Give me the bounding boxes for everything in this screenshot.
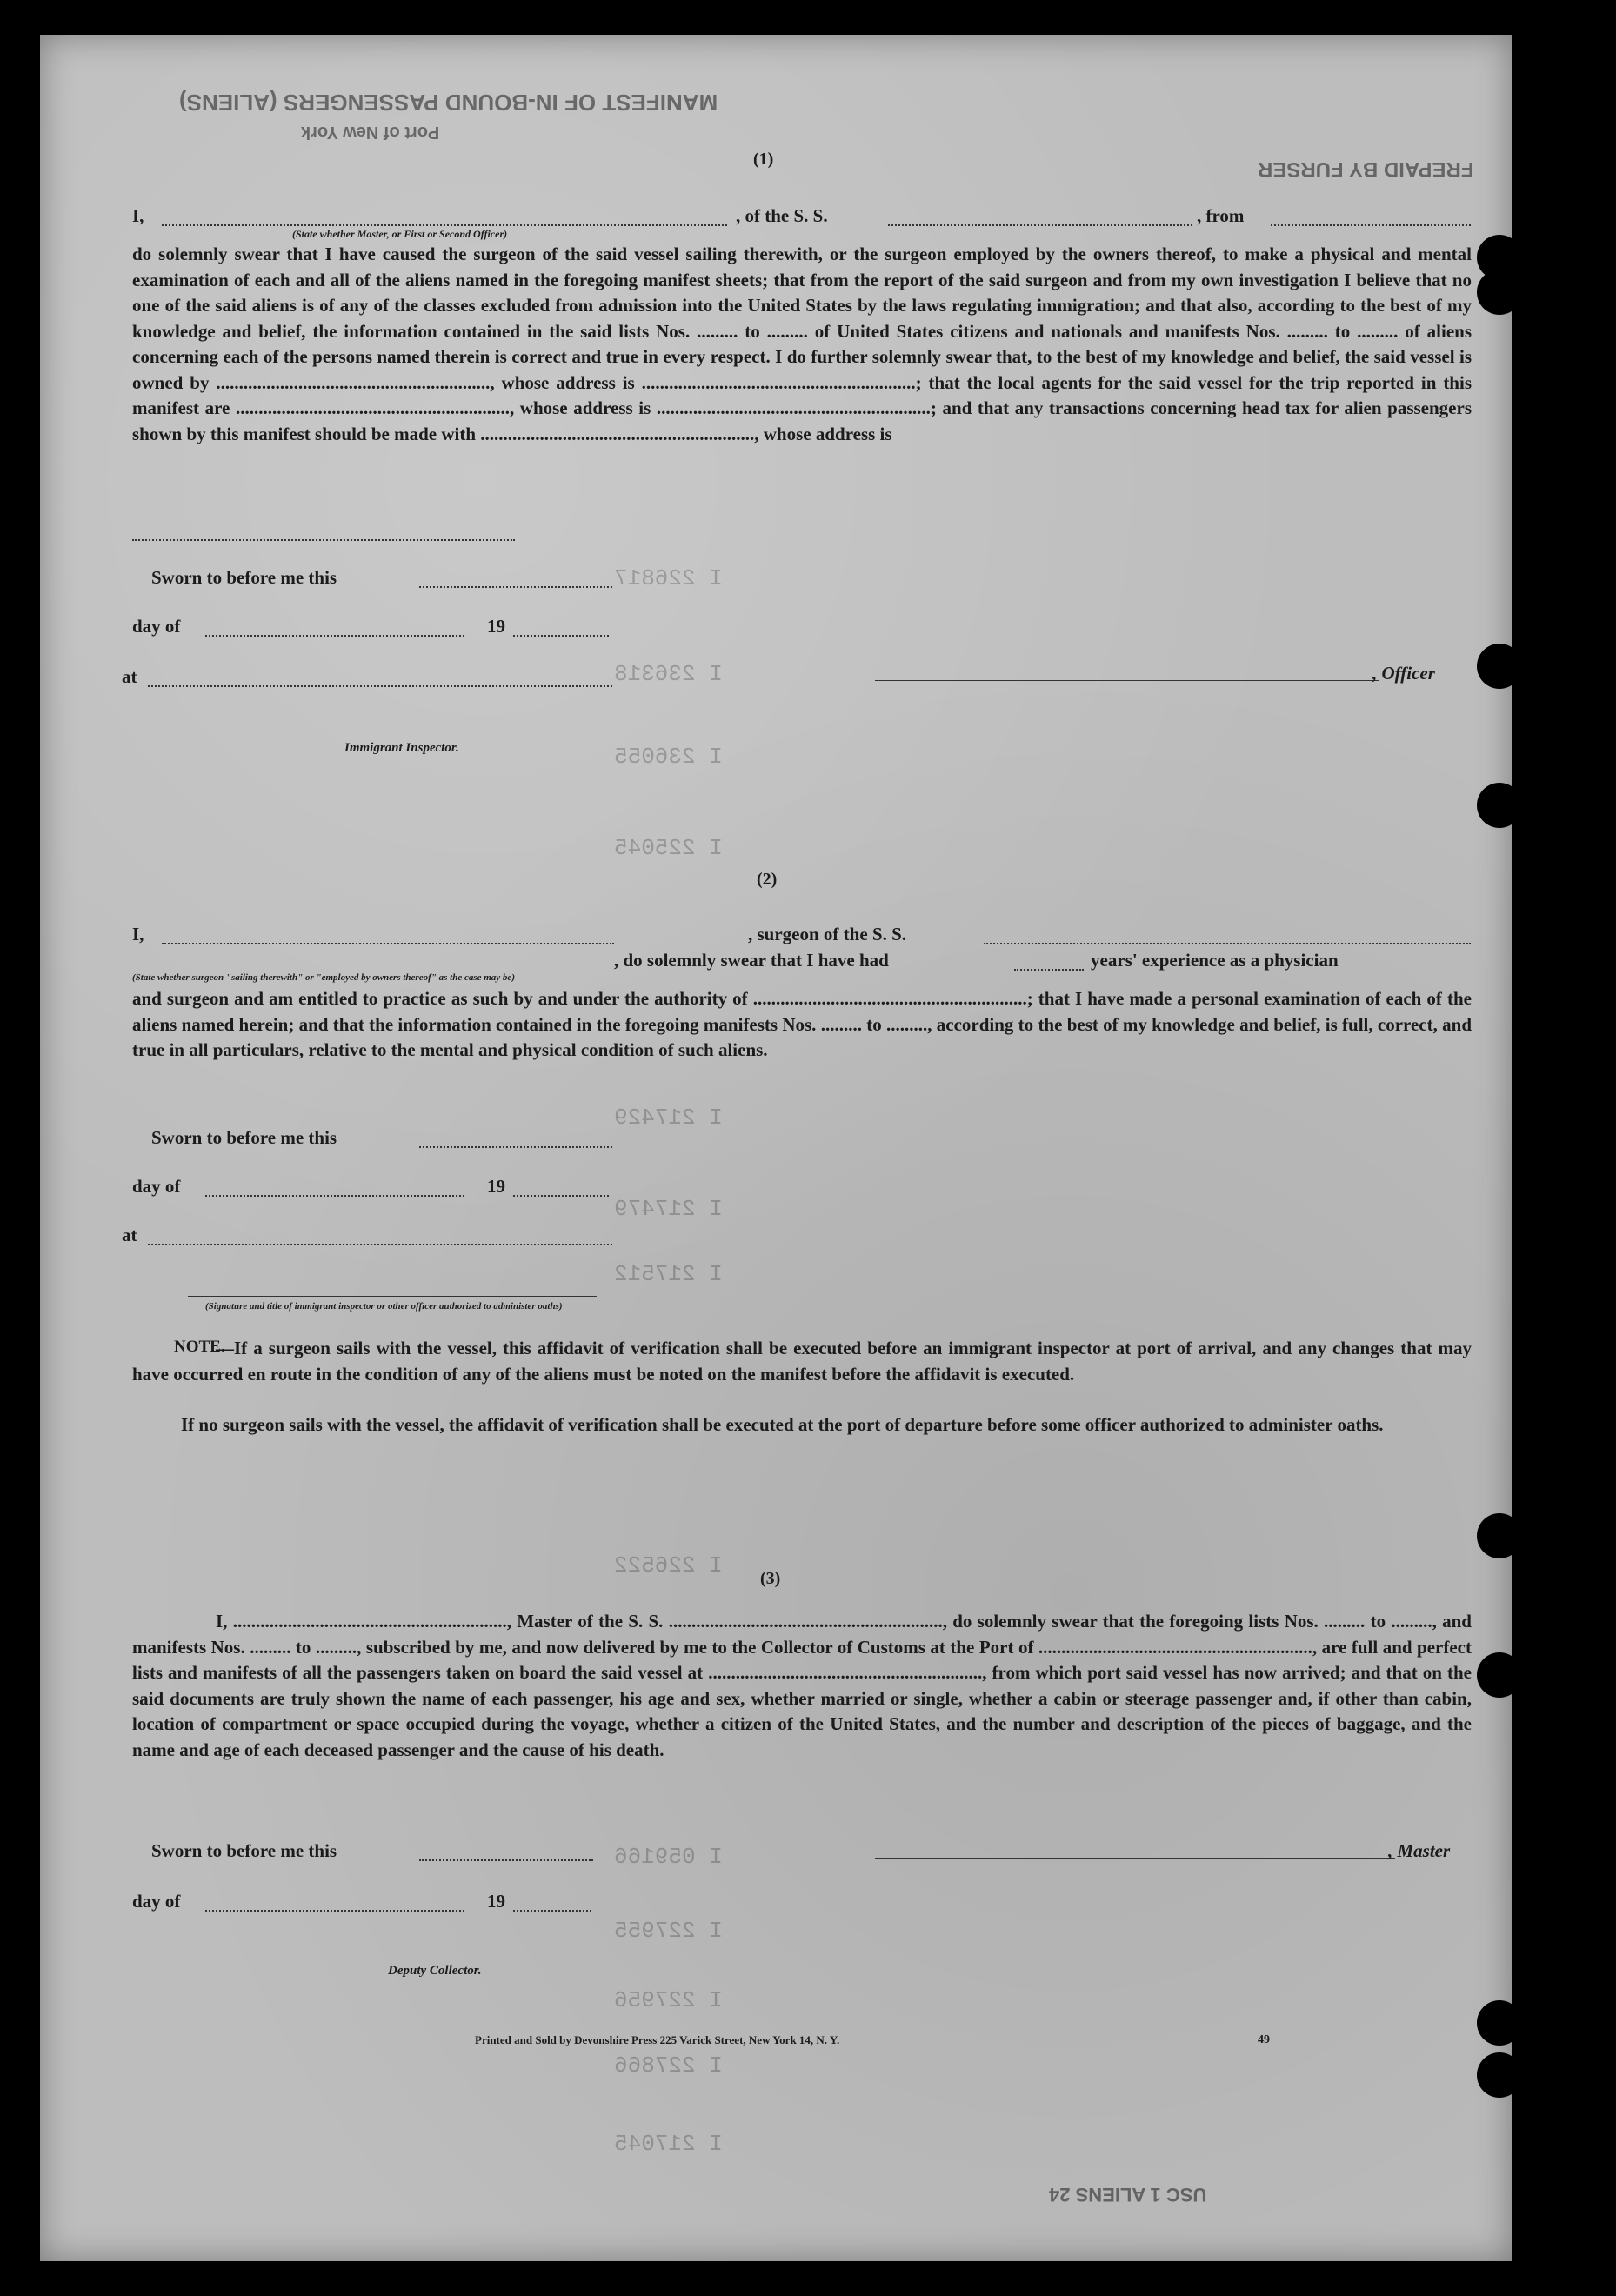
printer-line: Printed and Sold by Devonshire Press 225 Varick Street, New York 14, N. Y. (475, 2033, 840, 2046)
section-2-number: (2) (757, 870, 778, 889)
section-2-years-label: years' experience as a physician (1091, 950, 1339, 971)
sworn-line (419, 1859, 593, 1861)
officer-signature-line (875, 680, 1379, 681)
punch-hole (1477, 1513, 1522, 1558)
day-line (205, 1195, 464, 1197)
bleed-through-number: I 217045 (614, 2131, 723, 2157)
section-1-sworn-label: Sworn to before me this (151, 567, 337, 588)
section-1-inspector-label: Immigrant Inspector. (344, 741, 459, 755)
section-2-years-line (1014, 969, 1084, 971)
section-1-ship-line (888, 224, 1192, 226)
section-1-officer-label: , Officer (1372, 663, 1435, 684)
section-1-of-ss: , of the S. S. (736, 205, 828, 226)
bleed-through-number: I 226522 (614, 1552, 723, 1578)
note-label: NOTE. (174, 1338, 225, 1356)
punch-hole (1477, 1652, 1522, 1698)
section-2-oath: and surgeon and am entitled to practice as such by and under the authority of ............................................................; that I have made a personal examination of each of the aliens named herein; and that the information contained in the foregoing manifests Nos. ......... to ........., according to the best of my knowledge and belief, is full, correct, and true in all particulars, relative to the mental and physical condition of such aliens. (132, 988, 1472, 1060)
section-3-master-label: , Master (1388, 1840, 1451, 1861)
section-2-signature-note: (Signature and title of immigrant inspector or other officer authorized to administer oaths) (205, 1301, 563, 1312)
day-line (205, 635, 464, 637)
bleed-through-number: I 226817 (614, 565, 723, 591)
bleed-through-number: I 217429 (614, 1105, 723, 1131)
punch-hole (1477, 783, 1522, 828)
section-1-day-label: day of (132, 616, 181, 637)
section-3-year-label: 19 (487, 1891, 505, 1912)
section-1-year-label: 19 (487, 616, 505, 637)
section-2-surgeon-label: , surgeon of the S. S. (748, 924, 907, 944)
mirrored-title: MANIFEST OF IN-BOUND PASSENGERS (ALIENS) (179, 90, 718, 116)
section-2-ship-line (984, 943, 1471, 944)
corner-stamp: FREPAID BY FURSER (1258, 157, 1474, 181)
punch-hole (1477, 2000, 1522, 2046)
punch-hole (1477, 2052, 1522, 2098)
note-text-2: If no surgeon sails with the vessel, the affidavit of verification shall be executed at the port of departure before some officer authorized to administer oaths. (181, 1414, 1384, 1435)
section-2-swear: , do solemnly swear that I have had (614, 950, 889, 971)
punch-hole (1477, 644, 1522, 689)
blank-line (132, 539, 515, 541)
section-2-i: I, (132, 924, 144, 944)
section-2-state-note: (State whether surgeon "sailing therewith" or "employed by owners thereof" as the case may be) (132, 972, 515, 983)
section-1-from: , from (1197, 205, 1245, 226)
section-1-state-note: (State whether Master, or First or Second Officer) (292, 228, 508, 240)
bleed-through-number: I 227956 (614, 1987, 723, 2013)
bleed-through-number: I 217479 (614, 1196, 723, 1222)
section-1-number: (1) (753, 150, 774, 169)
master-signature-line (875, 1858, 1395, 1859)
section-1-i: I, (132, 205, 144, 226)
section-1-name-line (162, 224, 727, 226)
bleed-through-number: I 227955 (614, 1918, 723, 1944)
punch-hole (1477, 270, 1522, 315)
section-3-day-label: day of (132, 1891, 181, 1912)
day-line (205, 1910, 464, 1912)
note-text: —If a surgeon sails with the vessel, this affidavit of verification shall be executed before an immigrant inspector at port of arrival, and any changes that may have occurred en route in the condition of any of the aliens must be noted on the manifest before the affidavit is executed. (132, 1338, 1472, 1385)
at-line (148, 1244, 612, 1245)
year-line (513, 1910, 591, 1912)
mirrored-bottom-stamp: USC 1 ALIENS 24 (1049, 2184, 1207, 2206)
at-line (148, 685, 612, 687)
section-3-deputy-label: Deputy Collector. (388, 1964, 482, 1978)
section-1-oath: do solemnly swear that I have caused the surgeon of the said vessel sailing therewith, or the surgeon employed by the owners thereof, to make a physical and mental examination of each and all of the aliens named in the foregoing manifest sheets; that from the report of the said surgeon and from my own investigation I believe that no one of the said aliens is of any of the classes excluded from admission into the United States by the laws regulating immigration; and that also, according to the best of my knowledge and belief, the information contained in the said lists Nos. ......... to ......... of United States citizens and nationals and manifests Nos. ......... to ......... of aliens concerning each of the persons named therein is correct and true in every respect. I do further solemnly swear that, to the best of my knowledge and belief, the said vessel is owned by ............................................................, whose address is ............................................................; that the local agents for the said vessel for the trip reported in this manifest are ............................................................, whose address is ............................................................; and that any transactions concerning head tax for alien passengers shown by this manifest should be made with ............................................................, whose address is (132, 244, 1472, 444)
sworn-line (419, 586, 612, 588)
signature-line (188, 1296, 597, 1297)
section-2-sworn-label: Sworn to before me this (151, 1127, 337, 1148)
section-2-at-label: at (122, 1225, 137, 1245)
bleed-through-number: I 225045 (614, 835, 723, 861)
bleed-through-number: I 059166 (614, 1844, 723, 1870)
bleed-through-number: I 217512 (614, 1261, 723, 1287)
sworn-line (419, 1146, 612, 1148)
form-code: 49 (1258, 2033, 1270, 2046)
year-line (513, 635, 609, 637)
bleed-through-number: I 236055 (614, 744, 723, 770)
mirrored-port-line: Port of New York (301, 123, 440, 142)
section-3-sworn-label: Sworn to before me this (151, 1840, 337, 1861)
section-3-number: (3) (760, 1569, 781, 1588)
section-2-name-line (162, 943, 614, 944)
section-1-from-line (1271, 224, 1471, 226)
document-page (40, 35, 1512, 2261)
bleed-through-number: I 236318 (614, 661, 723, 687)
section-2-day-label: day of (132, 1176, 181, 1197)
section-1-at-label: at (122, 666, 137, 687)
year-line (513, 1195, 609, 1197)
section-3-oath: I, ............................................................, Master of the S. S. ............................................................, do solemnly swear that the foregoing lists Nos. ......... to ........., and manifests Nos. ......... to ........., subscribed by me, and now delivered by me to the Collector of Customs at the Port of ............................................................, are full and perfect lists and manifests of all the passengers taken on board the said vessel at ............................................................, from which port said vessel has now arrived; and that on the said documents are truly shown the name of each passenger, his age and sex, whether married or single, whether a cabin or steerage passenger and, if other than cabin, location of compartment or space occupied during the voyage, whether a citizen of the United States, and the number and description of the pieces of baggage, and the name and age of each deceased passenger and the cause of his death. (132, 1611, 1472, 1760)
section-2-year-label: 19 (487, 1176, 505, 1197)
bleed-through-number: I 227866 (614, 2052, 723, 2079)
